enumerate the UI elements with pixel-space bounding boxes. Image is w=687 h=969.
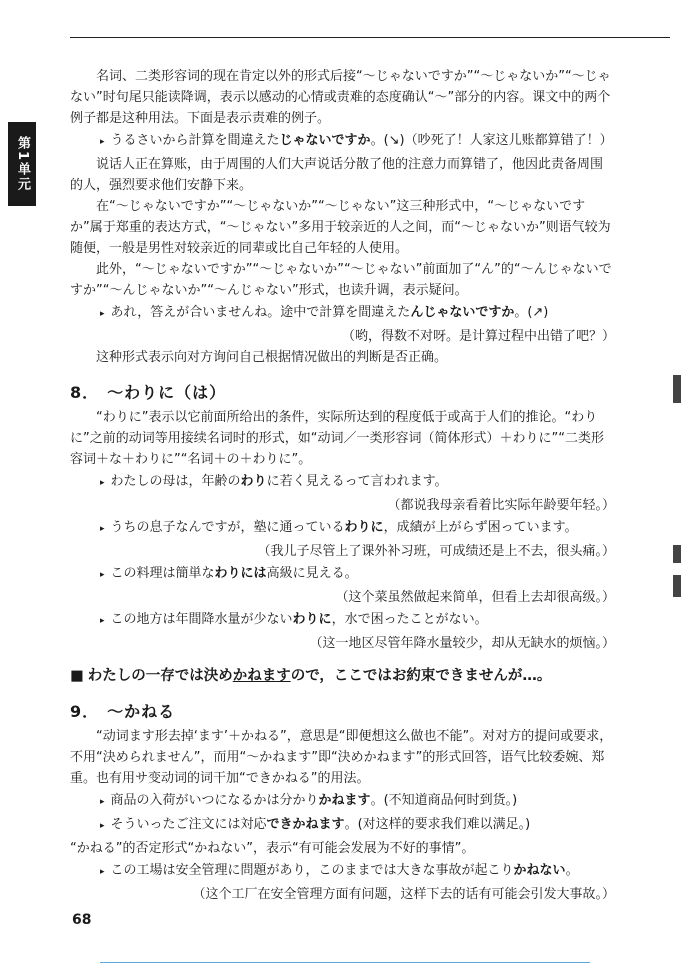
intro-paragraph-1: 名词、二类形容词的现在肯定以外的形式后接“～じゃないですか”“～じゃないか”“～じゃない”时句尾只能读降调，表示以感动的心情或责难的态度确认“～”部分的内容。课文中的两个例子都是这种用法。下面是表示责难的例子。 [70,69,611,126]
section-9-example: ▸ そういったご注文には対応できかねます。(对这样的要求我们难以满足。) [100,817,531,832]
section-8-example: ▸ この料理は簡単なわりには高級に見える。 （这个菜虽然做起来简单，但看上去却很高级。） [100,566,615,605]
unit-tab: 第1单元 [8,122,36,206]
bullet-icon: ▸ [100,570,105,580]
section-9-heading: 9． ～かねる [70,702,176,721]
intro-paragraph-2: 说话人正在算账，由于周围的人们大声说话分散了他的注意力而算错了，他因此责备周围的人，强烈要求他们安静下来。 [70,157,604,193]
intro-paragraph-3: 在“～じゃないですか”“～じゃないか”“～じゃない”这三种形式中，“～じゃないですか”属于郑重的表达方式，“～じゃない”多用于较亲近的人之间，而“～じゃないか”则语气较为随便，一般是男性对较亲近的同辈或比自己年轻的人使用。 [70,199,611,256]
bullet-icon: ▸ [100,797,105,807]
section-9-negative-description: “かねる”的否定形式“かねない”，表示“有可能会发展为不好的事情”。 [70,841,475,856]
bullet-icon: ▸ [100,524,105,534]
key-sentence: ■ わたしの一存では決めかねますので，ここではお約束できませんが…。 [70,668,552,684]
square-icon: ■ [70,668,84,684]
section-9-negative-example: ▸ この工場は安全管理に問題があり，このままでは大きな事故が起こりかねない。 [100,863,579,878]
bullet-icon: ▸ [100,616,105,626]
example-translation-2: （哟，得数不对呀。是计算过程中出错了吧？） [341,329,615,344]
example-sentence-2: ▸ あれ，答えが合いませんね。途中で計算を間違えたんじゃないですか。(↗) [100,305,549,320]
section-9-example: ▸ 商品の入荷がいつになるかは分かりかねます。(不知道商品何时到货。) [100,793,518,808]
scan-margin-mark [673,375,681,403]
page-number: 68 [72,912,92,928]
scan-margin-mark [673,575,681,597]
bottom-rule [100,962,590,963]
section-9-description: “动词ます形去掉‘ます’＋かねる”，意思是“即便想这么做也不能”。对对方的提问或要求，不用“決められません”，而用“～かねます”即“決めかねます”的形式回答，语气比较委婉、郑重。也有用サ变动词的词干加“できかねる”的用法。 [70,729,613,786]
bullet-icon: ▸ [100,137,105,147]
section-8-description: “わりに”表示以它前面所给出的条件，实际所达到的程度低于或高于人们的推论。“わりに”之前的动词等用接续名词时的形式，如“动词／一类形容词（简体形式）＋わりに”“二类形容词＋な＋わりに”“名词＋の＋わりに”。 [70,410,604,467]
section-8-example: ▸ この地方は年間降水量が少ないわりに，水で困ったことがない。 （这一地区尽管年降水量较少，却从无缺水的烦恼。） [100,612,615,651]
section-8-example: ▸ わたしの母は，年齢のわりに若く見えるって言われます。 （都说我母亲看着比实际年龄要年轻。） [100,474,615,513]
scan-margin-mark [673,545,681,563]
section-8-heading: 8． ～わりに（は） [70,383,227,402]
bullet-icon: ▸ [100,478,105,488]
intro-paragraph-4: 此外，“～じゃないですか”“～じゃないか”“～じゃない”前面加了“ん”的“～んじゃないですか”“～んじゃないか”“～んじゃない”形式，也读升调，表示疑问。 [70,262,612,298]
bullet-icon: ▸ [100,309,105,319]
section-8-example: ▸ うちの息子なんですが，塾に通っているわりに，成績が上がらず困っています。 （我儿子尽管上了课外补习班，可成绩还是上不去，很头痛。） [100,520,615,559]
section-9-negative-translation: （这个工厂在安全管理方面有问题，这样下去的话有可能会引发大事故。） [192,887,615,902]
bullet-icon: ▸ [100,821,105,831]
bullet-icon: ▸ [100,867,105,877]
intro-paragraph-5: 这种形式表示向对方询问自己根据情况做出的判断是否正确。 [96,350,448,365]
top-rule [70,37,670,38]
example-sentence-1: ▸ うるさいから計算を間違えたじゃないですか。(↘)（吵死了！人家这儿账都算错了！） [100,133,613,148]
page-body [70,66,615,905]
